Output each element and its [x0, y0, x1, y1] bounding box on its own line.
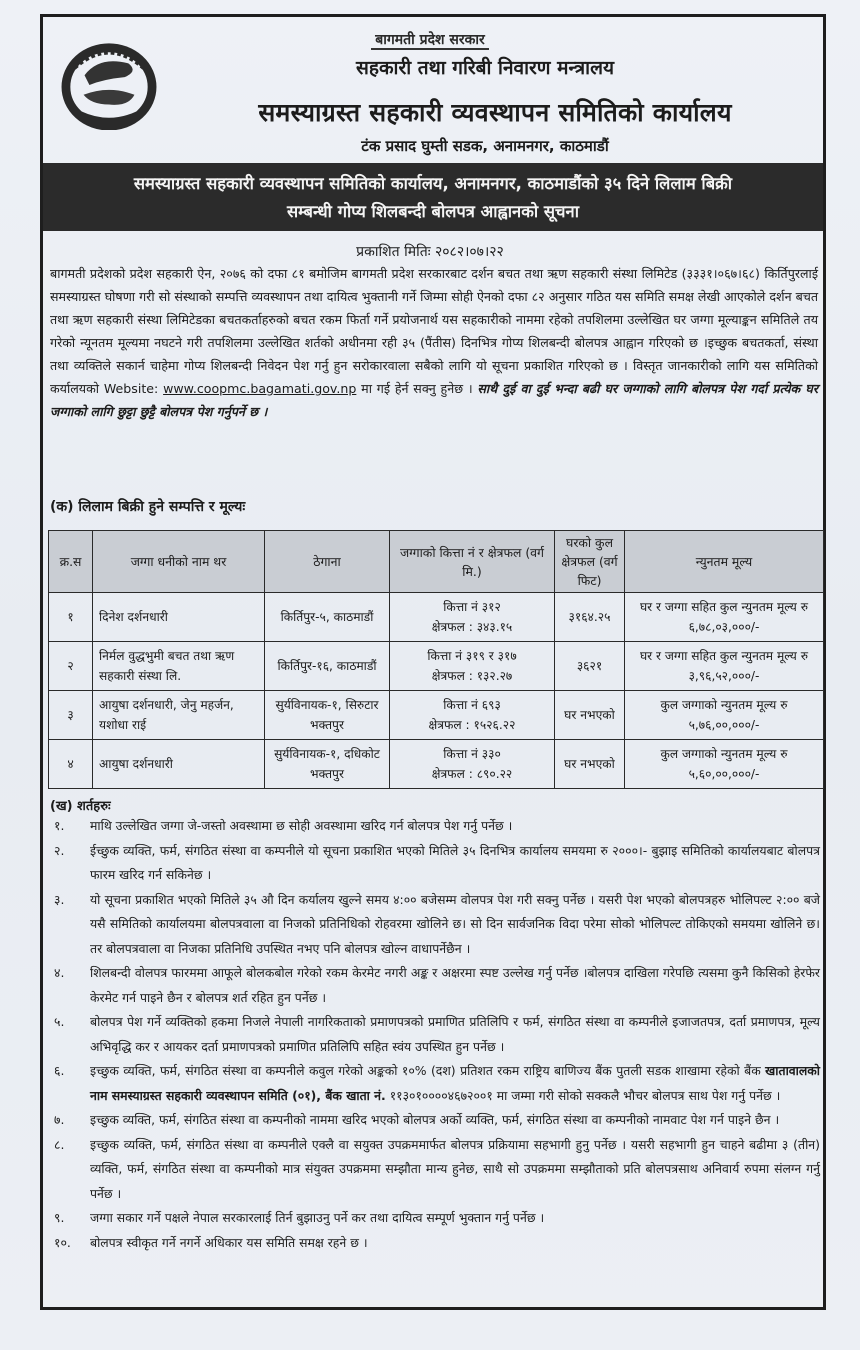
cell-kitta-area [390, 691, 555, 740]
term-number: ५. [54, 1014, 65, 1029]
header-house-area: घरको कुल क्षेत्रफल (वर्ग फिट) [555, 531, 625, 593]
cell-owner: आयुषा दर्शनधारी [93, 740, 265, 789]
government-name: बागमती प्रदेश सरकार [0, 30, 860, 49]
term-item [50, 814, 820, 839]
cell-address: सुर्यविनायक-१, सिरुटार भक्तपुर [265, 691, 390, 740]
bank-account-name: खातावालको नाम समस्याग्रस्त सहकारी व्यवस्थापन समिति (०१), बैंक खाता नं. [90, 1063, 820, 1103]
cell-address: किर्तिपुर-५, काठमाडौं [265, 593, 390, 642]
term-item [50, 1059, 820, 1108]
term-text: यो सूचना प्रकाशित भएको मितिले ३५ औ दिन कर्यालय खुल्ने समय ४:०० बजेसम्म वोलपत्र पेश गरी सक्नु पर्नेछ । यसरी पेश भएको बोलपत्रहरु भोलिपल्ट २:०० बजे यसै समितिको कार्यालयमा बोलपत्रवाला वा निजको प्रतिनिधिको रोहवरमा खोलिने छ। सो दिन सार्वजनिक विदा परेमा सोको भोलिपल्ट तोकिएको समयमा खोलिने छ। तर बोलपत्रवाला वा निजका प्रतिनिधि उपस्थित नभए पनि बोलपत्र खोल्न वाधापर्नेछैन । [90, 891, 820, 956]
cell-house-area: घर नभएको [555, 691, 625, 740]
cell-owner: दिनेश दर्शनधारी [93, 593, 265, 642]
term-text: बोलपत्र स्वीकृत गर्ने नगर्ने अधिकार यस समिति समक्ष रहने छ । [90, 1234, 368, 1250]
term-number: ९. [54, 1210, 65, 1225]
table-row [49, 691, 824, 740]
banner-line-2: सम्बन्धी गोप्य शिलबन्दी बोलपत्र आह्वानको सूचना [287, 202, 579, 221]
term-item [50, 1206, 820, 1231]
term-text: इच्छुक व्यक्ति, फर्म, संगठित संस्था वा कम्पनीको नाममा खरिद भएको बोलपत्र अर्को व्यक्ति, फर्म, संगठित संस्था वा कम्पनीको नामवाट पेश गर्न पाइने छैन । [90, 1112, 780, 1127]
term-text [90, 1059, 820, 1108]
term-item [50, 1108, 820, 1133]
intro-text: बागमती प्रदेशको प्रदेश सहकारी ऐन, २०७६ को दफा ८१ बमोजिम बागमती प्रदेश सरकारबाट दर्शन बचत तथा ऋण सहकारी संस्था लिमिटेड (३३३१।०६७।६८) किर्तिपुरलाई समस्याग्रस्त घोषणा गरी सो संस्थाको सम्पत्ति व्यवस्थापन तथा दायित्व भुक्तानी गर्ने जिम्मा सोही ऐनको दफा ८२ अनुसार गठित यस समिति समक्ष लेखी आएकोले दर्शन बचत तथा ऋण सहकारी संस्था लिमिटेडका बचतकर्ताहरुको बचत रकम फिर्ता गर्ने प्रयोजनार्थ यस सहकारीको नाममा रहेको तपशिलमा उल्लेखित घर जग्गा मूल्याङ्कन समितिले तय गरेको न्यूनतम मूल्यमा नघटने गरी तपशिलमा उल्लेखित शर्तको अधीनमा रही ३५ (पैंतीस) दिनभित्र गोप्य शिलबन्दी बोलपत्र आह्वान गरिएको छ ।इच्छुक बचतकर्ता, संस्था तथा व्यक्तिले सकार्न चाहेमा गोप्य शिलबन्दी निवेदन पेश गर्नु हुन सरोकारवाला सबैको लागि यो सूचना प्रकाशित गरिएको छ । विस्तृत जानकारीको लागि यस समितिको कर्यालयको Website: [50, 266, 818, 396]
cell-kitta: कित्ता नं ३१२ [443, 600, 501, 614]
cell-address: किर्तिपुर-१६, काठमाडौं [265, 642, 390, 691]
table-row [49, 593, 824, 642]
header-kitta-area: जग्गाको कित्ता नं र क्षेत्रफल (वर्ग मि.) [390, 531, 555, 593]
term-text-b: ११३०१००००४६७२००१ मा जम्मा गरी सोको सक्कलै भौचर बोलपत्र साथ पेश गर्नु पर्नेछ । [385, 1087, 781, 1103]
intro-emphasis: साथै दुई वा दुई भन्दा बढी घर जग्गाको लागि बोलपत्र पेश गर्दा प्रत्येक घर जग्गाको लागि छुट्टा छुट्टै बोलपत्र पेश गर्नुपर्ने छ । [50, 381, 819, 419]
section-k-heading: (क) लिलाम बिक्री हुने सम्पत्ति र मूल्यः [50, 499, 246, 515]
terms-list [50, 814, 820, 1255]
cell-area: क्षेत्रफल : १५२६.२२ [428, 718, 516, 732]
header-owner: जग्गा धनीको नाम थर [93, 531, 265, 593]
term-item [50, 1010, 820, 1059]
cell-owner: आयुषा दर्शनधारी, जेनु महर्जन, यशोधा राई [93, 691, 265, 740]
term-text: इच्छुक व्यक्ति, फर्म, संगठित संस्था वा कम्पनीले एक्लै वा सयुक्त उपक्रममार्फत बोलपत्र प्रक्रियामा सहभागी हुनु पर्नेछ । यसरी सहभागी हुन चाहने बढीमा ३ (तीन) व्यक्ति, फर्म, संगठित संस्था वा कम्पनीको मात्र संयुक्त उपक्रममा सम्झौता मान्य हुनेछ, साथै सो उपक्रममा सम्झौताको प्रति बोलपत्रसाथ अनिवार्य रुपमा संलग्न गर्नु पर्नेछ । [90, 1136, 820, 1201]
cell-house-area: ३१६४.२५ [555, 593, 625, 642]
notice-title-banner [43, 163, 823, 231]
cell-address: सुर्यविनायक-१, दधिकोट भक्तपुर [265, 740, 390, 789]
office-address: टंक प्रसाद घुम्ती सडक, अनामनगर, काठमाडौं [361, 137, 609, 155]
cell-kitta: कित्ता नं ६९३ [443, 698, 501, 712]
cell-owner: निर्मल वुद्धभुमी बचत तथा ऋण सहकारी संस्था लि. [93, 642, 265, 691]
term-number: १. [54, 818, 65, 833]
cell-min-price: घर र जग्गा सहित कुल न्युनतम मूल्य रु ३,९६,५२,०००/- [625, 642, 824, 691]
assets-table [48, 530, 824, 789]
published-date: प्रकाशित मितिः २०८२।०७।२२ [356, 244, 504, 260]
cell-kitta: कित्ता नं ३१९ र ३१७ [427, 649, 517, 663]
term-item [50, 961, 820, 1010]
term-item [50, 888, 820, 962]
cell-min-price: कुल जग्गाको न्युनतम मूल्य रु ५,६०,००,०००/- [625, 740, 824, 789]
cell-sn: ३ [49, 691, 93, 740]
term-text: बोलपत्र पेश गर्ने व्यक्तिको हकमा निजले नेपाली नागरिकताको प्रमाणपत्रको प्रमाणित प्रतिलिपि र फर्म, संगठित संस्था वा कम्पनीले इजाजतपत्र, दर्ता प्रमाणपत्र, मूल्य अभिवृद्धि कर र आयकर दर्ता प्रमाणपत्रको प्रमाणित प्रतिलिपि सहित स्वंय उपस्थित हुन पर्नेछ । [90, 1014, 820, 1054]
cell-house-area: ३६२१ [555, 642, 625, 691]
intro-text-2: मा गई हेर्न सक्नु हुनेछ । [356, 381, 478, 396]
header-min-price: न्युनतम मूल्य [625, 531, 824, 593]
term-number: २. [54, 842, 65, 858]
term-text: माथि उल्लेखित जग्गा जे-जस्तो अवस्थामा छ सोही अवस्थामा खरिद गर्न बोलपत्र पेश गर्नु पर्नेछ । [90, 818, 513, 833]
term-number: १०. [54, 1234, 71, 1250]
term-number: ७. [54, 1112, 65, 1127]
office-name: समस्याग्रस्त सहकारी व्यवस्थापन समितिको कार्यालय [258, 98, 732, 127]
cell-sn: १ [49, 593, 93, 642]
cell-area: क्षेत्रफल : ३४३.१५ [431, 620, 513, 634]
term-number: ३. [54, 891, 65, 907]
section-kh-heading: (ख) शर्तहरुः [50, 799, 111, 814]
cell-sn: २ [49, 642, 93, 691]
header-address: ठेगाना [265, 531, 390, 593]
term-number: ४. [54, 965, 65, 980]
term-item [50, 1133, 820, 1207]
table-row [49, 740, 824, 789]
intro-paragraph [50, 262, 818, 423]
term-number: ६. [54, 1063, 65, 1078]
table-header-row [49, 531, 824, 593]
cell-kitta-area [390, 593, 555, 642]
cell-area: क्षेत्रफल : ८९०.२२ [431, 767, 513, 781]
cell-area: क्षेत्रफल : १३२.२७ [431, 669, 513, 683]
term-text: ईच्छुक व्यक्ति, फर्म, संगठित संस्था वा कम्पनीले यो सूचना प्रकाशित भएको मितिले ३५ दिनभित्र कार्यालय समयमा रु २०००।- बुझाइ समितिको कार्यालयबाट बोलपत्र फारम खरिद गर्न सकिनेछ । [90, 842, 820, 882]
website-link[interactable]: www.coopmc.bagamati.gov.np [163, 381, 357, 396]
cell-min-price: घर र जग्गा सहित कुल न्युनतम मूल्य रु ६,७८,०३,०००/- [625, 593, 824, 642]
cell-kitta-area [390, 642, 555, 691]
table-row [49, 642, 824, 691]
cell-house-area: घर नभएको [555, 740, 625, 789]
cell-kitta: कित्ता नं ३३० [443, 747, 501, 761]
cell-sn: ४ [49, 740, 93, 789]
cell-kitta-area [390, 740, 555, 789]
term-item [50, 839, 820, 888]
header-sn: क्र.स [49, 531, 93, 593]
ministry-name: सहकारी तथा गरिबी निवारण मन्त्रालय [356, 57, 614, 79]
banner-line-1: समस्याग्रस्त सहकारी व्यवस्थापन समितिको कार्यालय, अनामनगर, काठमाडौंको ३५ दिने लिलाम बिक्री [133, 174, 733, 193]
term-text-a: इच्छुक व्यक्ति, फर्म, संगठित संस्था वा कम्पनीले कवुल गरेको अङ्कको १०% (दश) प्रतिशत रकम राष्ट्रिय बाणिज्य बैंक पुतली सडक शाखामा रहेको बैंक [90, 1063, 766, 1078]
term-text: शिलबन्दी वोलपत्र फारममा आफूले बोलकबोल गरेको रकम केरमेट नगरी अङ्क र अक्षरमा स्पष्ट उल्लेख गर्नु पर्नेछ ।बोलपत्र दाखिला गरेपछि त्यसमा कुनै किसिको हेरफेर केरमेट गर्न पाइने छैन र बोलपत्र शर्त रहित हुन पर्नेछ । [90, 965, 820, 1005]
cell-min-price: कुल जग्गाको न्युनतम मूल्य रु ५,७६,००,०००/- [625, 691, 824, 740]
nepal-government-emblem-icon [60, 38, 158, 130]
term-text: जग्गा सकार गर्ने पक्षले नेपाल सरकारलाई तिर्न बुझाउनु पर्ने कर तथा दायित्व सम्पूर्ण भुक्तान गर्नु पर्नेछ । [90, 1210, 545, 1225]
term-item [50, 1231, 820, 1256]
term-number: ८. [54, 1136, 65, 1152]
